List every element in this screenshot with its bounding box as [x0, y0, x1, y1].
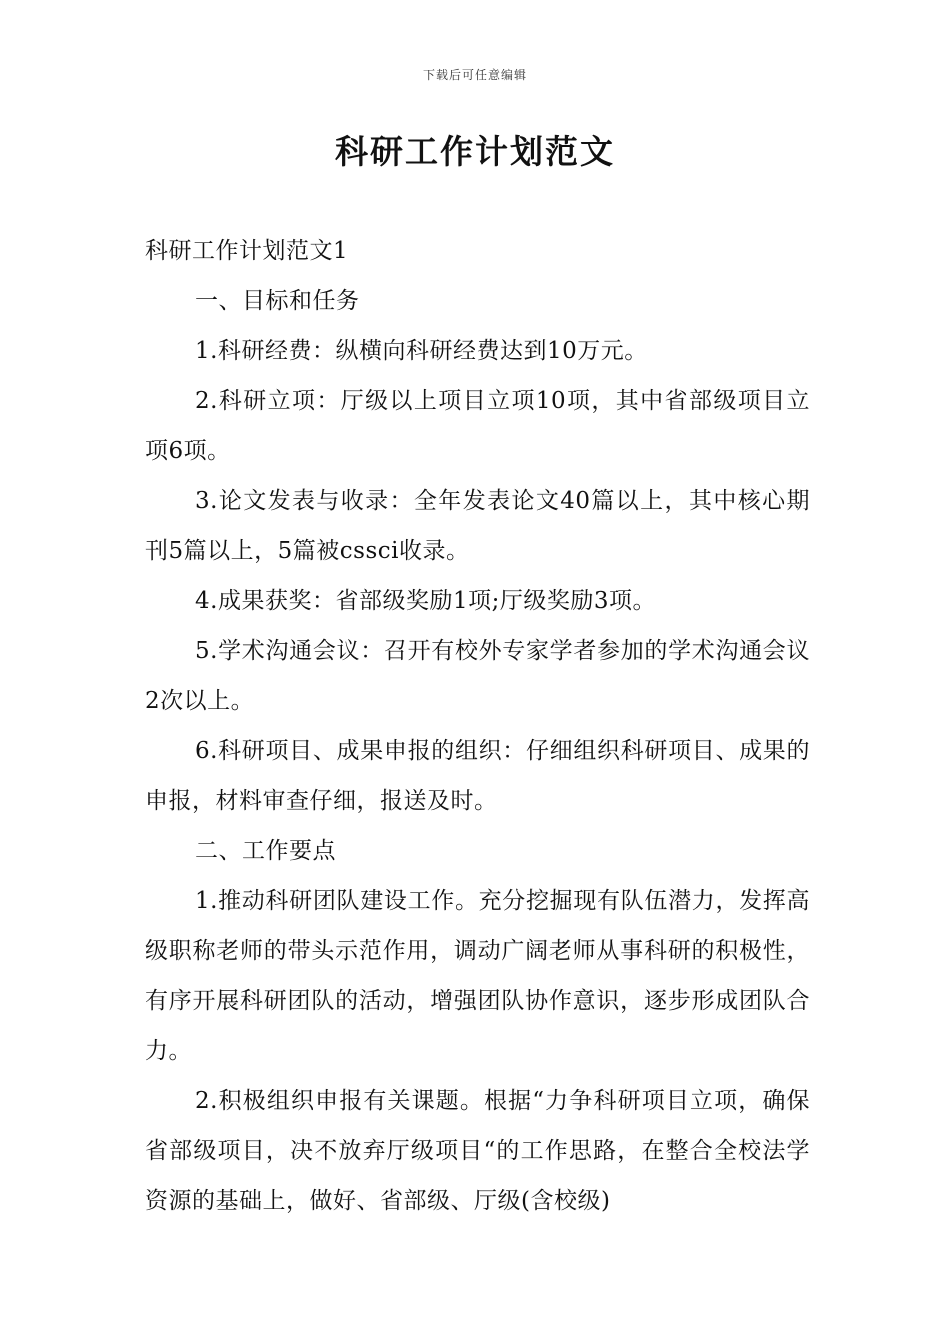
paragraph: 4.成果获奖：省部级奖励1项;厅级奖励3项。 [195, 588, 656, 614]
paragraph: 5.学术沟通会议：召开有校外专家学者参加的学术沟通会议2次以上。 [145, 638, 810, 714]
document-body [145, 226, 810, 1226]
paragraph: 1.科研经费：纵横向科研经费达到10万元。 [195, 338, 648, 364]
document-title: 科研工作计划范文 [335, 132, 615, 171]
section-heading: 二、工作要点 [195, 838, 336, 864]
paragraph: 6.科研项目、成果申报的组织：仔细组织科研项目、成果的申报，材料审查仔细，报送及时。 [145, 738, 810, 814]
section-heading: 一、目标和任务 [195, 288, 360, 314]
paragraph: 科研工作计划范文1 [145, 238, 349, 264]
paragraph: 2.科研立项：厅级以上项目立项10项，其中省部级项目立项6项。 [145, 388, 810, 464]
paragraph: 2.积极组织申报有关课题。根据“力争科研项目立项，确保省部级项目，决不放弃厅级项目“的工作思路，在整合全校法学资源的基础上，做好、省部级、厅级(含校级) [145, 1088, 810, 1214]
paragraph: 1.推动科研团队建设工作。充分挖掘现有队伍潜力，发挥高级职称老师的带头示范作用，调动广阔老师从事科研的积极性，有序开展科研团队的活动，增强团队协作意识，逐步形成团队合力。 [145, 888, 810, 1064]
header-note: 下载后可任意编辑 [422, 68, 527, 82]
paragraph: 3.论文发表与收录：全年发表论文40篇以上，其中核心期刊5篇以上，5篇被cssci收录。 [145, 488, 810, 564]
